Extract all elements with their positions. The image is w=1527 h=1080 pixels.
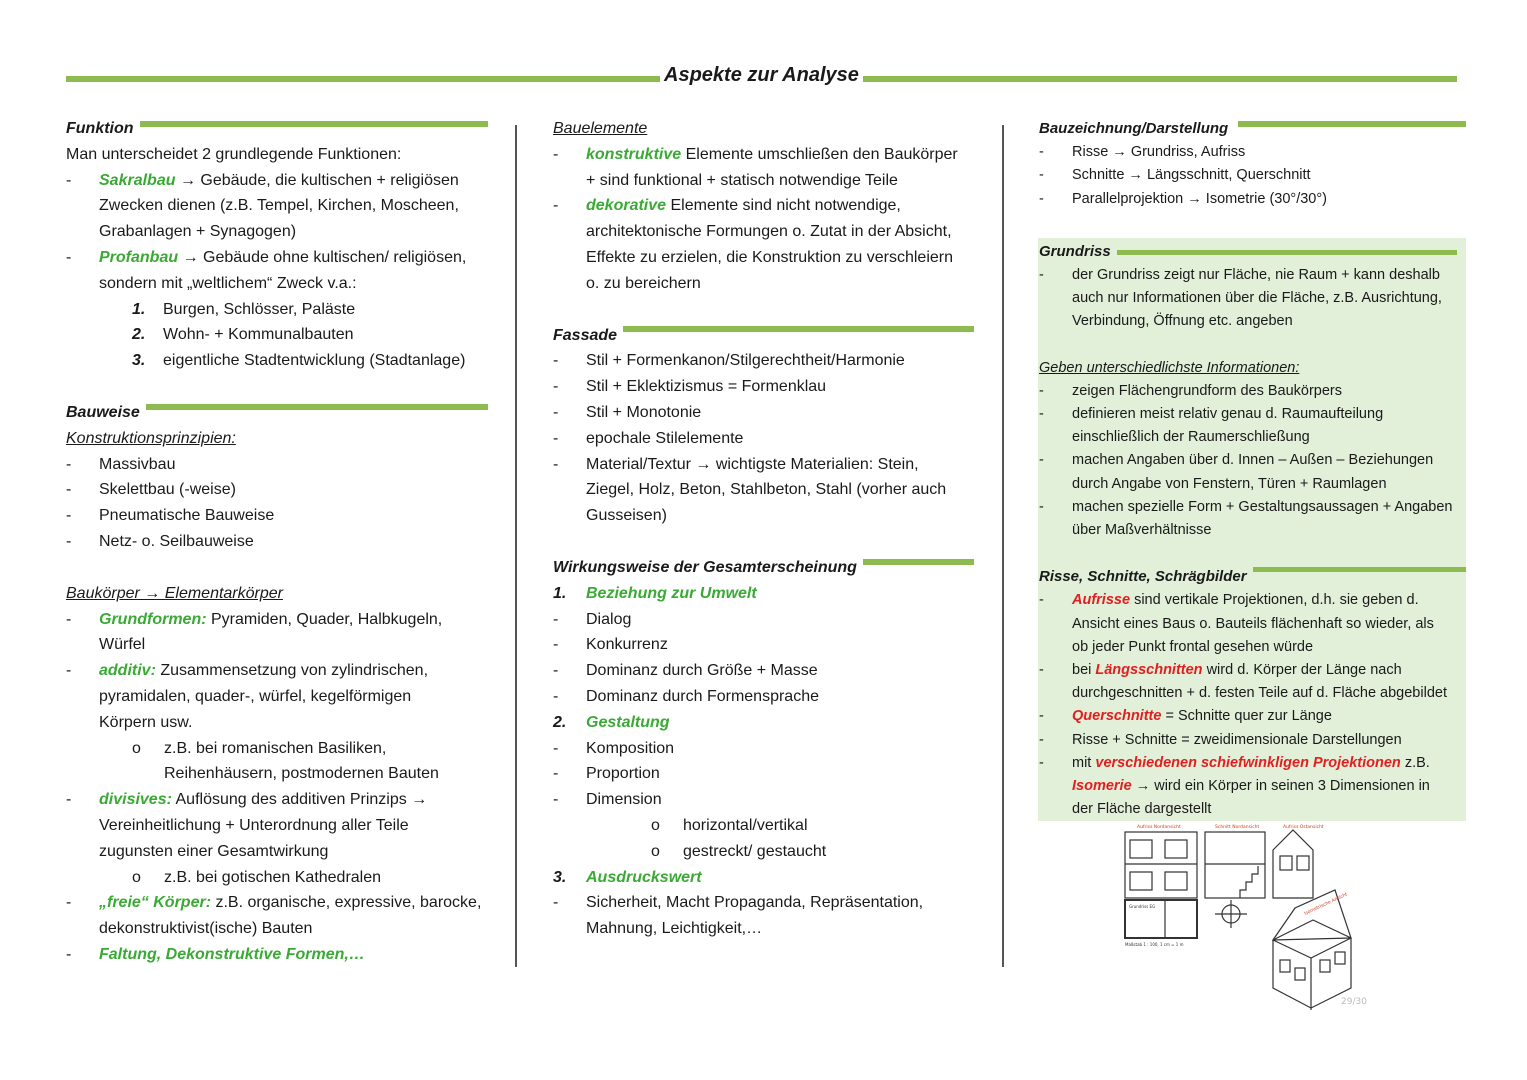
fassade-heading: Fassade bbox=[553, 323, 623, 349]
list-item: - machen spezielle Form + Gestaltungsaussagen + Angaben bbox=[1039, 498, 1453, 515]
risse-heading: Risse, Schnitte, Schrägbilder bbox=[1039, 565, 1253, 588]
column-3: Bauzeichnung/Darstellung - Risse → Grundriss, Aufriss - Schnitte → Längsschnitt, Querschnitt - Parallelprojektion → Isometrie (30°/30°) Grundriss - der Grundriss zeigt nur Fläche, nie Raum + kann deshalb auch nur Informationen über die Fläche, z.B. Ausrichtung, Verbindung, Öffnung etc. angeben Geben unterschiedlichste Informationen: - zeigen Flächengrundform des Baukörpers - definieren meist relativ genau d. Raumaufteilung einschließlich der Raumerschließung - machen Angaben über d. Innen – Außen – Beziehungen durch Angabe von Fenstern, Türen + Raumlagen - machen spezielle Form + Gestaltungsaussagen + Angaben über Maßverhältnisse Risse, Schnitte, Schrägbilder - Aufrisse sind vertikale Projektionen, d.h. sie geben d. Ansicht eines Baus o. Bauteils flächenhaft so wieder, als ob jeder Punkt frontal gesehen würde - bei Längsschnitten wird d. Körper der Länge nach durchgeschnitten + d. festen Teile auf d. Fläche abgebildet - Querschnitte = Schnitte quer zur Länge - Risse + Schnitte = zweidimensionale Darstellungen - mit verschiedenen schiefwinkligen Projektionen z.B. Isomerie → wird ein Körper in seinen 3 Dimensionen in der Fläche dargestellt bbox=[1039, 117, 1464, 821]
list-item: - epochale Stilelemente bbox=[553, 429, 744, 447]
label-aufriss-nord: Aufriss Nordansicht bbox=[1137, 825, 1181, 830]
section-shape bbox=[1205, 832, 1265, 898]
list-item: - Querschnitte = Schnitte quer zur Länge bbox=[1039, 708, 1332, 725]
list-item: - Risse + Schnitte = zweidimensionale Darstellungen bbox=[1039, 731, 1402, 748]
list-item: - Netz- o. Seilbauweise bbox=[66, 532, 254, 550]
column-2: Bauelemente - konstruktive Elemente umschließen den Baukörper + sind funktional + statisch notwendige Teile - dekorative Elemente sind nicht notwendige, architektonische Formungen o. Zutat in der Absicht, Effekte zu erzielen, die Konstruktion zu verschleiern o. zu bereichern Fassade - Stil + Formenkanon/Stilgerechtheit/Harmonie - Stil + Eklektizismus = Formenklau - Stil + Monotonie - epochale Stilelemente - Material/Textur → wichtigste Materialien: Stein, Ziegel, Holz, Beton, Stahlbeton, Stahl (vorher auch Gusseisen) Wirkungsweise der Gesamterscheinung 1. Beziehung zur Umwelt - Dialog - Konkurrenz - Dominanz durch Größe + Masse - Dominanz durch Formensprache 2. Gestaltung - Komposition - Proportion - Dimension o horizontal/vertikal o gestreckt/ gestaucht 3. Ausdruckswert - Sicherheit, Macht Propaganda, Repräsentation, Mahnung, Leichtigkeit,… bbox=[553, 116, 993, 942]
numbered-heading: 2. Gestaltung bbox=[553, 713, 670, 731]
list-item: - Komposition bbox=[553, 739, 675, 757]
page-title: Aspekte zur Analyse bbox=[660, 64, 863, 87]
list-item: - Grundformen: Pyramiden, Quader, Halbkugeln, bbox=[66, 610, 443, 628]
list-item: - Faltung, Dekonstruktive Formen,… bbox=[66, 945, 365, 963]
numbered-heading: 1. Beziehung zur Umwelt bbox=[553, 584, 757, 602]
list-item: - Stil + Monotonie bbox=[553, 403, 702, 421]
label-aufriss-ost: Aufriss Ostansicht bbox=[1283, 825, 1324, 830]
profanbau-term: Profanbau bbox=[99, 248, 179, 266]
circle-item: o horizontal/vertikal bbox=[651, 816, 808, 834]
list-item: - machen Angaben über d. Innen – Außen – Beziehungen bbox=[1039, 452, 1434, 469]
list-item: - Konkurrenz bbox=[553, 636, 668, 654]
list-item: - Aufrisse sind vertikale Projektionen, d.h. sie geben d. bbox=[1039, 592, 1419, 609]
list-item: - Stil + Formenkanon/Stilgerechtheit/Harmonie bbox=[553, 352, 905, 370]
list-item: - Massivbau bbox=[66, 455, 176, 473]
list-item: - mit verschiedenen schiefwinkligen Projektionen z.B. bbox=[1039, 754, 1430, 771]
grundriss-heading: Grundriss bbox=[1039, 240, 1117, 263]
column-divider-left bbox=[515, 125, 517, 967]
list-item: - divisives: Auflösung des additiven Prinzips → bbox=[66, 791, 428, 809]
column-1: Funktion Man unterscheidet 2 grundlegende Funktionen: - Sakralbau → Gebäude, die kultischen + religiösen Zwecken dienen (z.B. Tempel, Kirchen, Moscheen, Grabanlagen + Synagogen) - Profanbau → Gebäude ohne kultischen/ religiösen, sondern mit „weltlichem“ Zweck v.a.: 1. Burgen, Schlösser, Paläste 2. Wohn- + Kommunalbauten 3. eigentliche Stadtentwicklung (Stadtanlage) Bauweise Konstruktionsprinzipien: - Massivbau - Skelettbau (-weise) - Pneumatische Bauweise - Netz- o. Seilbauweise Baukörper → Elementarkörper - Grundformen: Pyramiden, Quader, Halbkugeln, Würfel - additiv: Zusammensetzung von zylindrischen, pyramidalen, quader-, würfel, kegelförmigen Körpern usw. o z.B. bei romanischen Basiliken, Reihenhäusern, postmodernen Bauten - divisives: Auflösung des additiven Prinzips → Vereinheitlichung + Unterordnung aller Teile zugunsten einer Gesamtwirkung o z.B. bei gotischen Kathedralen - „freie“ Körper: z.B. organische, expressive, barocke, dekonstruktivist(ische) Bauten - Faltung, Dekonstruktive Formen,… bbox=[66, 116, 506, 968]
circle-item: o z.B. bei romanischen Basiliken, bbox=[132, 739, 387, 757]
list-item: - Risse → Grundriss, Aufriss bbox=[1039, 144, 1246, 161]
funktion-intro: Man unterscheidet 2 grundlegende Funktionen: bbox=[66, 145, 402, 163]
list-item: - Proportion bbox=[553, 765, 660, 783]
list-item: - Pneumatische Bauweise bbox=[66, 507, 275, 525]
funktion-heading: Funktion bbox=[66, 116, 140, 142]
informationen-subheading: Geben unterschiedlichste Informationen: bbox=[1039, 359, 1300, 376]
numbered-item: 3. eigentliche Stadtentwicklung (Stadtanlage) bbox=[132, 352, 466, 370]
bauelemente-heading: Bauelemente bbox=[553, 120, 648, 137]
list-item: - Profanbau → Gebäude ohne kultischen/ religiösen, bbox=[66, 248, 467, 266]
list-item: - Stil + Eklektizismus = Formenklau bbox=[553, 378, 827, 396]
baukoerper-heading: Baukörper → Elementarkörper bbox=[66, 584, 283, 602]
list-item: - „freie“ Körper: z.B. organische, expressive, barocke, bbox=[66, 894, 482, 912]
list-item: - Skelettbau (-weise) bbox=[66, 481, 236, 499]
list-item: - Parallelprojektion → Isometrie (30°/30°) bbox=[1039, 190, 1327, 207]
wirkung-heading: Wirkungsweise der Gesamterscheinung bbox=[553, 555, 863, 581]
elevation-east-shape bbox=[1273, 830, 1313, 898]
page-number: 29/30 bbox=[1341, 997, 1367, 1007]
list-item: - der Grundriss zeigt nur Fläche, nie Raum + kann deshalb bbox=[1039, 267, 1440, 284]
list-item: - Schnitte → Längsschnitt, Querschnitt bbox=[1039, 167, 1311, 184]
list-item: - definieren meist relativ genau d. Raumaufteilung bbox=[1039, 406, 1384, 423]
list-item: - Dominanz durch Formensprache bbox=[553, 687, 819, 705]
list-item: - bei Längsschnitten wird d. Körper der Länge nach bbox=[1039, 662, 1402, 679]
numbered-heading: 3. Ausdruckswert bbox=[553, 868, 702, 886]
bauweise-heading: Bauweise bbox=[66, 400, 146, 426]
label-grundriss: Grundriss EG bbox=[1129, 904, 1156, 909]
label-schnitt-nord: Schnitt Nordansicht bbox=[1215, 825, 1260, 830]
list-item: - Material/Textur → wichtigste Materialien: Stein, bbox=[553, 455, 919, 473]
numbered-item: 2. Wohn- + Kommunalbauten bbox=[132, 326, 354, 344]
list-item: - additiv: Zusammensetzung von zylindrischen, bbox=[66, 662, 429, 680]
architectural-drawing bbox=[1115, 820, 1395, 1010]
list-item: - dekorative Elemente sind nicht notwendige, bbox=[553, 197, 901, 215]
list-item: - Dimension bbox=[553, 791, 662, 809]
circle-item: o gestreckt/ gestaucht bbox=[651, 842, 827, 860]
sakralbau-term: Sakralbau bbox=[99, 171, 176, 189]
column-divider-right bbox=[1002, 125, 1004, 967]
bauzeichnung-heading: Bauzeichnung/Darstellung bbox=[1039, 117, 1234, 140]
elevation-north-shape bbox=[1125, 832, 1197, 898]
konstruktion-subheading: Konstruktionsprinzipien: bbox=[66, 429, 236, 447]
list-item: - zeigen Flächengrundform des Baukörpers bbox=[1039, 382, 1343, 399]
list-item: - Dialog bbox=[553, 610, 632, 628]
list-item: - Sicherheit, Macht Propaganda, Repräsentation, bbox=[553, 894, 924, 912]
numbered-item: 1. Burgen, Schlösser, Paläste bbox=[132, 300, 356, 318]
list-item: - konstruktive Elemente umschließen den Baukörper bbox=[553, 145, 958, 163]
label-scale: Maßstab 1 : 100, 1 cm = 1 m bbox=[1125, 942, 1184, 947]
list-item: - Sakralbau → Gebäude, die kultischen + religiösen bbox=[66, 171, 459, 189]
list-item: - Dominanz durch Größe + Masse bbox=[553, 662, 818, 680]
circle-item: o z.B. bei gotischen Kathedralen bbox=[132, 868, 382, 886]
label-isometric: Isometrische Ansicht bbox=[1303, 892, 1349, 917]
